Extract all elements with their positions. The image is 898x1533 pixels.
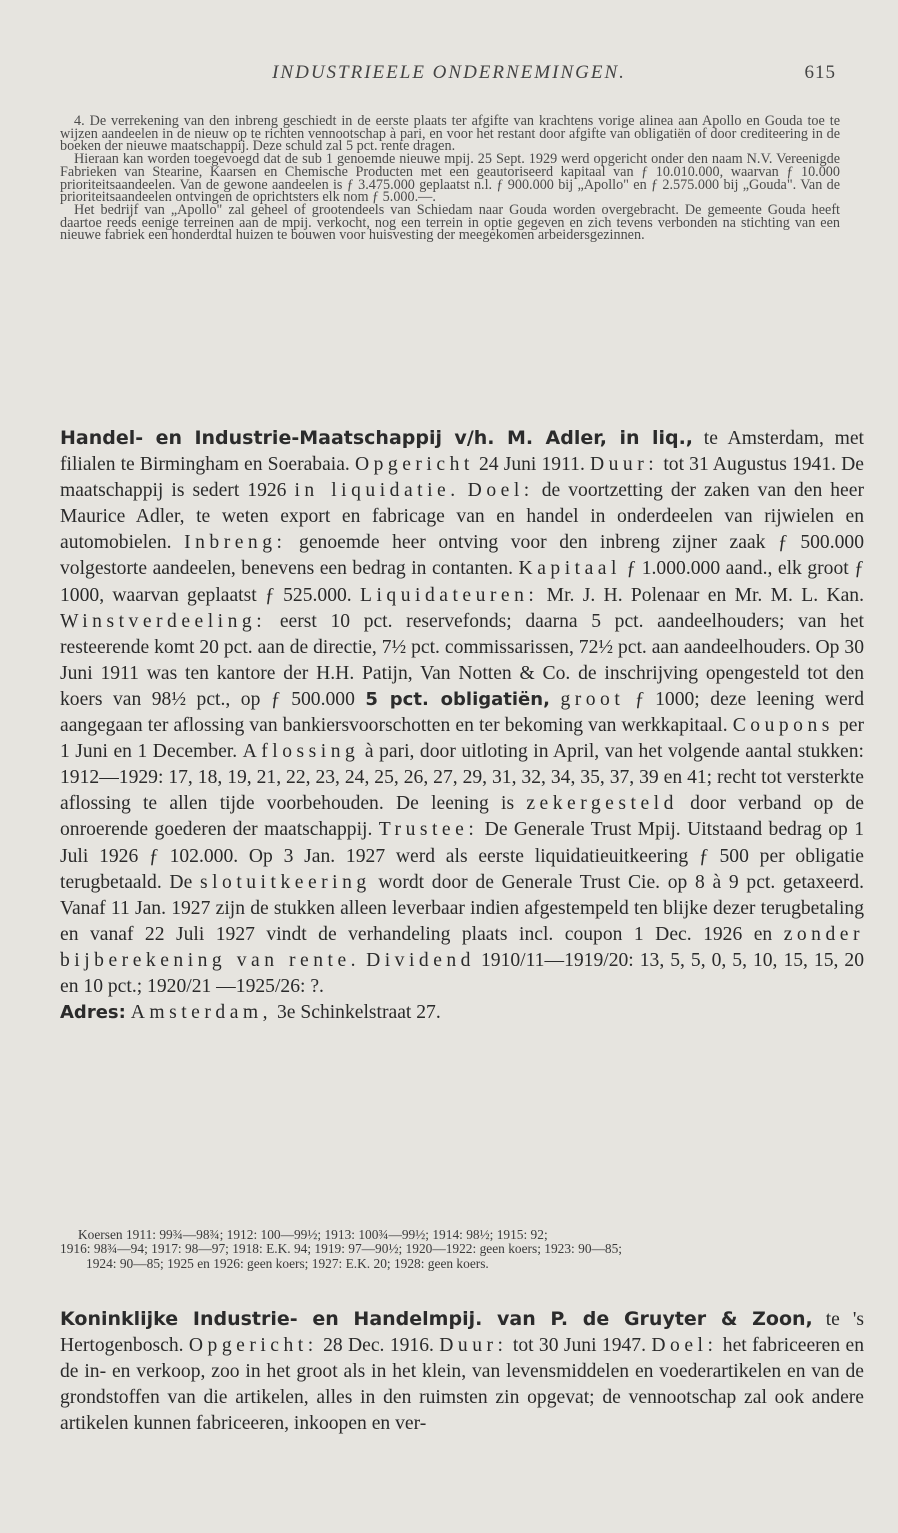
field-label-zonder-bijberekening: zonder bijberekening van rente. xyxy=(60,923,864,971)
page-header xyxy=(0,62,898,86)
koersen-line-2: 1916: 98¾—94; 1917: 98—97; 1918: E.K. 94; 1919: 97—90½; 1920—1922: geen koers; 1923: 90—85; xyxy=(60,1241,623,1257)
entry-text: tot 30 Juni 1947. xyxy=(512,1335,646,1357)
entry-text: ƒ 1.000.000 aand., elk groot ƒ 1000, waarvan geplaatst ƒ 525.000. xyxy=(60,558,865,606)
field-label-aflossing: Aflossing xyxy=(242,741,360,763)
field-label-duur: Duur: xyxy=(589,454,659,476)
field-label-winstverdeeling: Winstverdeeling: xyxy=(60,610,267,632)
address-street: 3e Schinkelstraat 27. xyxy=(276,1002,441,1024)
koersen-line-1 xyxy=(60,1228,864,1242)
top-paragraph-3: Het bedrijf van „Apollo" zal geheel of grootendeels van Schiedam naar Gouda worden overgebracht. De gemeente Gouda heeft daartoe reeds eenige terreinen aan de mpij. verkocht, nog een terrein in optie gegeven en zich tevens verbonden na stichting van een nieuwe fabriek een honderdtal huizen te bouwen voor huisvesting der meegekomen arbeidersgezinnen. xyxy=(60,201,840,244)
top-paragraph-1: 4. De verrekening van den inbreng geschiedt in de eerste plaats ter afgifte van krachtens vorige alinea aan Apollo en Gouda toe te wijzen aandeelen in de nieuw op te richten vennootschap à pari, en voor het restant door afgifte van obligatiën of door crediteering in de boeken der nieuwe maatschappij. Deze schuld zal 5 pct. rente dragen. xyxy=(60,113,840,155)
company-name: Koninklijke Industrie- en Handelmpij. van P. de Gruyter & Zoon, xyxy=(60,1308,813,1330)
gruyter-entry xyxy=(60,1306,864,1437)
adler-address-line xyxy=(60,1000,864,1026)
entry-text: à pari, door uitloting in April, van het volgende aantal stukken: 1912—1929: 17, 18, 19, 21, 22, 23, 24, 25, 26, 27, 29, 31, 32, 34, 35, 37, 39 en 41; recht tot versterkte aflossing te allen tijde voorbehouden. De leening is xyxy=(60,741,864,815)
field-label-groot: groot xyxy=(560,688,625,710)
entry-text: Mr. J. H. Polenaar en Mr. M. L. Kan. xyxy=(546,584,864,606)
field-label-liquidateuren: Liquidateuren: xyxy=(360,584,539,606)
field-label-trustee: Trustee: xyxy=(378,819,479,841)
field-label-inbreng: Inbreng: xyxy=(184,532,287,554)
field-label-zekergesteld: zekergesteld xyxy=(526,793,678,815)
field-label-opgericht: Opgericht: xyxy=(188,1335,318,1357)
field-label-doel: Doel: xyxy=(467,480,534,502)
entry-text: per 1 Juni en 1 December. xyxy=(60,715,865,763)
entry-text: wordt door de Generale Trust Cie. op 8 à 9 pct. getaxeerd. Vanaf 11 Jan. 1927 zijn de stukken alleen leverbaar indien afgestempeld ten blijke dezer terugbetaling en vanaf 22 Juli 1927 vindt de verhandeling plaats incl. coupon 1 Dec. 1926 en xyxy=(60,871,864,945)
field-label-duur: Duur: xyxy=(439,1335,508,1357)
running-title: INDUSTRIEELE ONDERNEMINGEN. xyxy=(272,62,626,83)
page-number: 615 xyxy=(804,62,836,83)
entry-text: tot 31 Augustus 1941. De maatschappij is sedert 1926 xyxy=(60,454,865,502)
entry-text: te 's Hertogenbosch. xyxy=(60,1309,865,1357)
adler-entry xyxy=(60,425,864,1026)
entry-text: genoemde heer ontving voor den inbreng zijner zaak ƒ 500.000 volgestorte aandeelen, benevens een bedrag in contanten. xyxy=(60,532,864,580)
company-name: Handel- en Industrie-Maatschappij v/h. M. Adler, in liq., xyxy=(60,427,694,449)
gruyter-entry-body xyxy=(60,1306,864,1437)
field-label-liquidatie: in liquidatie. xyxy=(294,480,460,502)
koersen-block xyxy=(60,1228,864,1271)
field-label-opgericht: Opgericht xyxy=(354,454,474,476)
top-paragraph-2: Hieraan kan worden toegevoegd dat de sub 1 genoemde nieuwe mpij. 25 Sept. 1929 werd opgericht onder den naam N.V. Vereenigde Fabrieken van Stearine, Kaarsen en Chemische Producten met een geautoriseerd kapitaal van ƒ 10.010.000, waarvan ƒ 10.000 prioriteitsaandeelen. Van de gewone aandeelen is ƒ 3.475.000 geplaatst n.l. ƒ 900.000 bij „Apollo" en ƒ 2.575.000 bij „Gouda". Van de prioriteitsaandeelen ontvingen de oprichtsters elk nom ƒ 5.000.—. xyxy=(60,151,840,206)
field-label-dividend: Dividend xyxy=(366,949,475,971)
field-label-slotuitkeering: slotuitkeering xyxy=(199,871,371,893)
field-label-obligatien: 5 pct. obligatiën, xyxy=(365,688,550,710)
adler-entry-body xyxy=(60,425,864,1000)
entry-text: ƒ 1000; deze leening werd aangegaan ter aflossing van bankiersvoorschotten en ter bekoming van werkkapitaal. xyxy=(60,688,864,737)
entry-text: De Generale Trust Mpij. Uitstaand bedrag op 1 Juli 1926 ƒ 102.000. Op 3 Jan. 1927 werd als eerste liquidatieuitkeering ƒ 500 per obligatie terugbetaald. De xyxy=(60,819,865,893)
field-label-kapitaal: Kapitaal xyxy=(518,558,621,580)
entry-text: 1910/11—1919/20: 13, 5, 5, 0, 5, 10, 15, 15, 20 en 10 pct.; 1920/21 —1925/26: ?. xyxy=(60,949,864,997)
koersen-line-3: 1924: 90—85; 1925 en 1926: geen koers; 1927: E.K. 20; 1928: geen koers. xyxy=(86,1255,489,1271)
koersen-label: Koersen xyxy=(78,1227,123,1242)
top-section xyxy=(60,115,840,242)
address-city: Amsterdam, xyxy=(130,1002,273,1024)
koersen-text: 1911: 99¾—98¾; 1912: 100—99½; 1913: 100¾—99½; 1914: 98½; 1915: 92; xyxy=(125,1227,548,1242)
entry-text: de voortzetting der zaken van den heer Maurice Adler, te weten export en fabricage van en handel in onderdeelen van rijwielen en automobielen. xyxy=(60,480,864,554)
entry-text: het fabriceeren en de in- en verkoop, zoo in het groot als in het klein, van levensmiddelen en voederartikelen en van de grondstoffen van die artikelen, alles in den ruimsten zin opgevat; de vennootschap zal ook andere artikelen kunnen fabriceeren, inkoopen en ver- xyxy=(60,1335,865,1435)
field-label-doel: Doel: xyxy=(651,1335,718,1357)
entry-text: 24 Juni 1911. xyxy=(478,454,585,476)
field-label-coupons: Coupons xyxy=(732,715,834,737)
entry-text: 28 Dec. 1916. xyxy=(323,1335,434,1357)
entry-text: eerst 10 pct. reservefonds; daarna 5 pct. aandeelhouders; van het resteerende komt 20 pct. aan de directie, 7½ pct. commissarissen, 72½ pct. aan aandeelhouders. Op 30 Juni 1911 was ten kantore der H.H. Patijn, Van Notten & Co. de inschrijving opengesteld tot den koers van 98½ pct., op ƒ 500.000 xyxy=(60,610,864,710)
field-label-adres: Adres: xyxy=(60,1002,126,1024)
entry-text: door verband op de onroerende goederen der maatschappij. xyxy=(60,793,864,841)
entry-text: te Amsterdam, met filialen te Birmingham en Soerabaia. xyxy=(60,428,864,476)
